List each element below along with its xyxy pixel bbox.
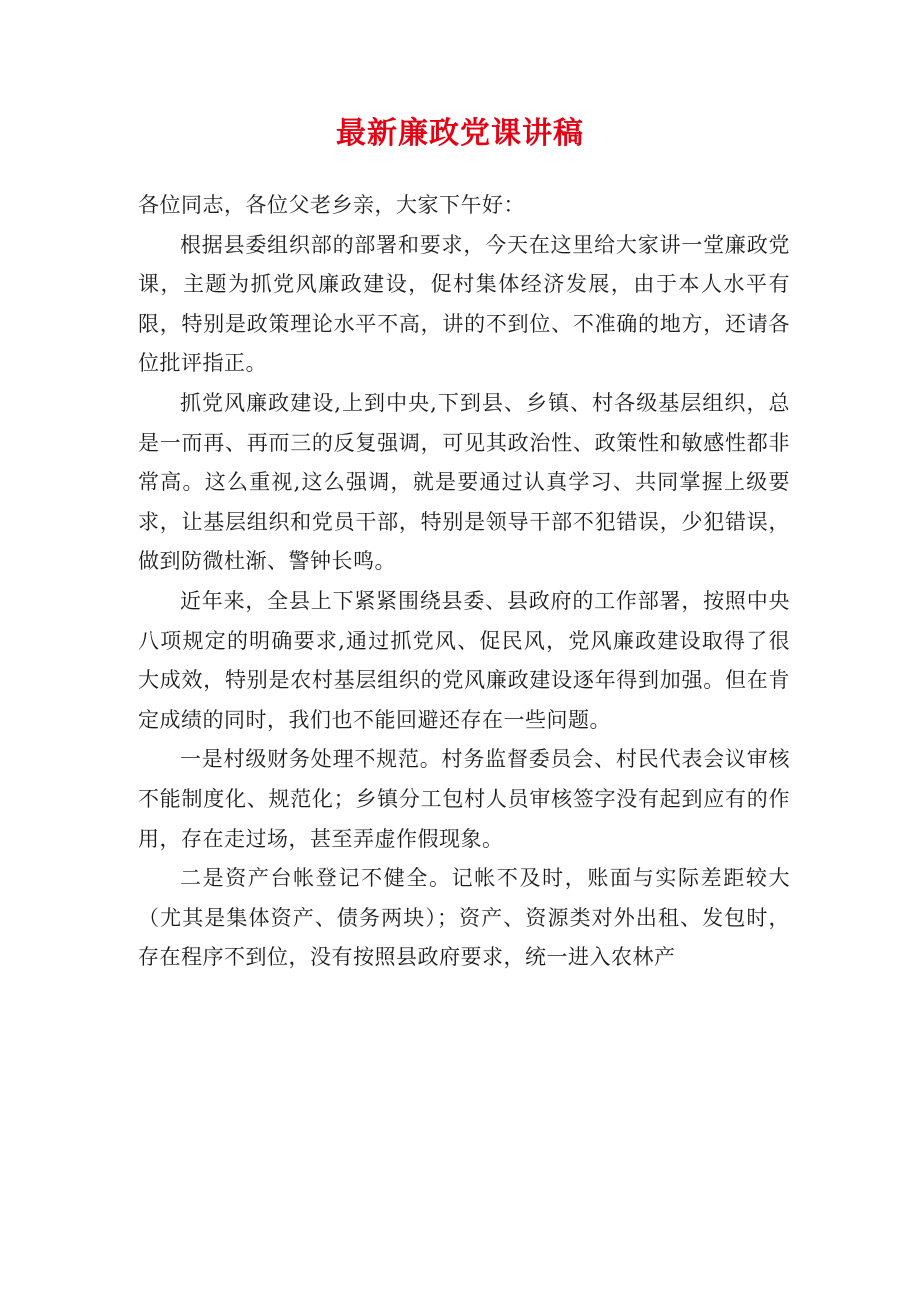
document-title: 最新廉政党课讲稿 [336, 116, 584, 151]
body-paragraph-4: 一是村级财务处理不规范。村务监督委员会、村民代表会议审核不能制度化、规范化；乡镇分工包村人员审核签字没有起到应有的作用，存在走过场，甚至弄虚作假现象。 [138, 747, 790, 851]
body-paragraph-5: 二是资产台帐登记不健全。记帐不及时，账面与实际差距较大（尤其是集体资产、债务两块）；资产、资源类对外出租、发包时，存在程序不到位，没有按照县政府要求，统一进入农林产 [138, 866, 790, 970]
greeting-paragraph: 各位同志，各位父老乡亲，大家下午好： [138, 193, 525, 217]
body-paragraph-2: 抓党风廉政建设,上到中央,下到县、乡镇、村各级基层组织，总是一而再、再而三的反复强调，可见其政治性、政策性和敏感性都非常高。这么重视,这么强调，就是要通过认真学习、共同掌握上级要求，让基层组织和党员干部，特别是领导干部不犯错误，少犯错误，做到防微杜渐、警钟长鸣。 [138, 390, 790, 574]
body-paragraph-3: 近年来，全县上下紧紧围绕县委、县政府的工作部署，按照中央八项规定的明确要求,通过抓党风、促民风，党风廉政建设取得了很大成效，特别是农村基层组织的党风廉政建设逐年得到加强。但在肯定成绩的同时，我们也不能回避还存在一些问题。 [138, 588, 790, 732]
body-paragraph-1: 根据县委组织部的部署和要求，今天在这里给大家讲一堂廉政党课，主题为抓党风廉政建设，促村集体经济发展，由于本人水平有限，特别是政策理论水平不高，讲的不到位、不准确的地方，还请各位批评指正。 [138, 232, 790, 376]
document-body [138, 186, 790, 978]
